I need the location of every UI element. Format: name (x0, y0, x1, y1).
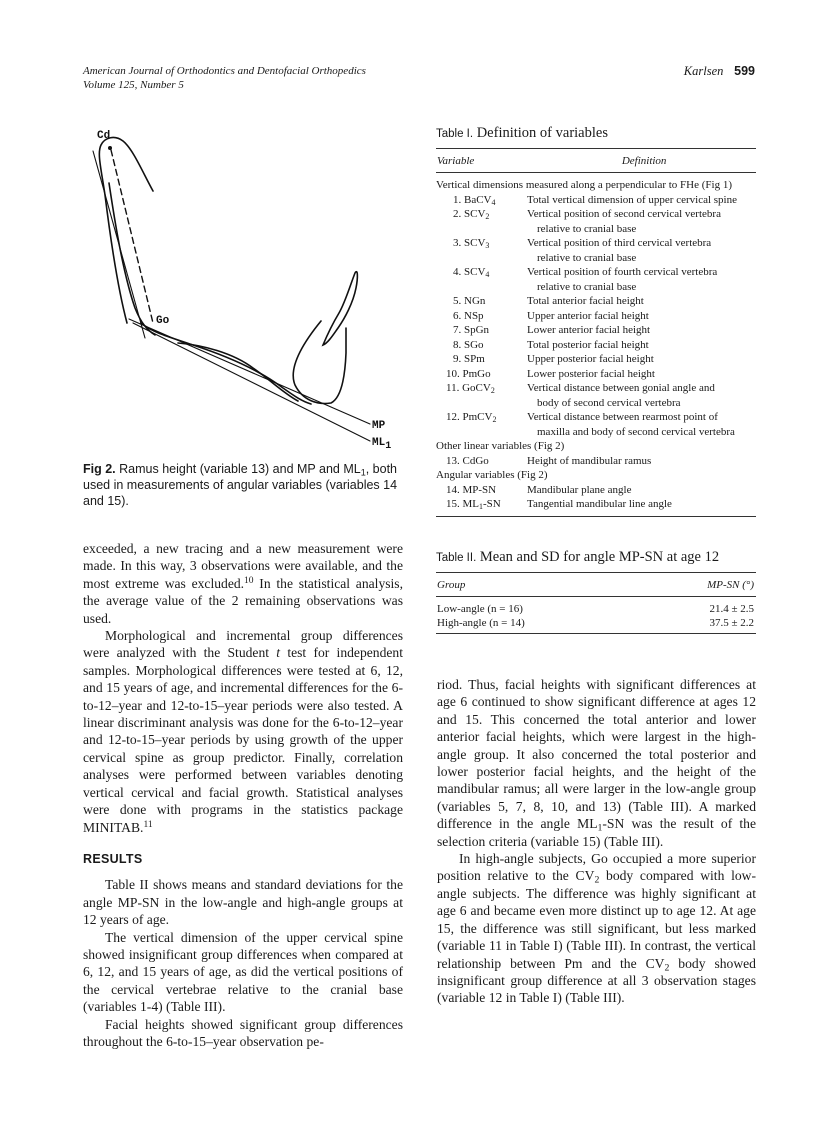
paragraph: Table II shows means and standard deviations for the angle MP-SN in the low-angle and high-angle groups at 12 years of age. (83, 877, 403, 928)
variable-cell: 15. $ML_1-SN$ (446, 498, 501, 511)
table-row (436, 410, 756, 439)
table-row (436, 193, 756, 208)
variable-cell: 2. $SCV_2$ (453, 208, 490, 221)
definition-cell: Vertical distance between gonial angle and body of second cervical vertebra (527, 382, 715, 409)
cd-label: Cd (97, 130, 111, 142)
mandible-lower-border-2 (178, 343, 298, 401)
ramus-tangent-line (93, 151, 145, 338)
table-row: High-angle (n = 14) 37.5 ± 2.2 (437, 617, 754, 629)
figure-caption: Fig 2. Ramus height (variable 13) and MP and $ML_1$, both used in measurements of angular variables (variables 14 and 15). (83, 462, 398, 508)
ramus-outline (99, 138, 153, 323)
table-rule (436, 516, 756, 517)
variable-cell: 6. NSp (453, 309, 484, 322)
definition-cell: Upper anterior facial height (527, 309, 649, 322)
variable-cell: 4. $SCV_4$ (453, 266, 490, 279)
page-number: 599 (734, 64, 755, 78)
journal-title: American Journal of Orthodontics and Dentofacial Orthopedics (83, 65, 366, 77)
paragraph: In high-angle subjects, Go occupied a more superior position relative to the $CV_2$ body compared with low-angle subjects. The difference was highly significant at age 6 and became even more distinct up to age 12. At age 15, the difference was still significant, but less marked (variable 11 in Table I) (Table III). In contrast, the vertical relationship between Pm and the $CV_2$ body showed insignificant group difference at all 3 observation stages (variable 12 in Table I) (Table III). (437, 851, 756, 1006)
section-heading-results: RESULTS (83, 851, 143, 866)
ml1-label: ML1 (372, 437, 392, 452)
variable-cell: 3. $SCV_3$ (453, 237, 490, 250)
table-1-title: Table I. Definition of variables (436, 125, 608, 141)
table-row (436, 207, 756, 236)
definition-cell: Vertical position of third cervical vertebra relative to cranial base (527, 237, 712, 264)
table-1-header (436, 149, 756, 172)
variable-cell: 8. SGo (453, 338, 484, 351)
table-row (436, 236, 756, 265)
table-2-header (436, 573, 756, 596)
paragraph: Morphological and incremental group differences were analyzed with the Student t test for independent samples. Morphological differences were tested at 6, 12, and 15 years of age, and incremental differences for the 6-to-12–year and 12-to-15–year periods were also tested. A linear discriminant analysis was done for the 6-to-12–year and 12-to-15–year periods by using growth of the upper cervical spine as group predictor. Finally, correlation analyses were performed between variables denoting vertical cervical and facial growth. Statistical analyses were done with programs in the statistics package MINITAB.$^{11}$ (83, 628, 403, 835)
definition-cell: Total vertical dimension of upper cervical spine (527, 193, 737, 206)
table-section-heading: Vertical dimensions measured along a perpendicular to FHe (Fig 1) (436, 179, 733, 191)
definition-cell: Vertical position of fourth cervical vertebra relative to cranial base (527, 266, 718, 293)
author-name: Karlsen (683, 64, 724, 78)
table-2-title: Table II. Mean and SD for angle MP-SN at age 12 (436, 549, 720, 565)
figure-caption-label: Fig 2. (83, 462, 116, 476)
body-column-right (437, 676, 756, 1007)
table-section-heading: Angular variables (Fig 2) (436, 469, 548, 481)
definition-cell: Mandibular plane angle (527, 483, 632, 496)
journal-volume: Volume 125, Number 5 (83, 79, 184, 91)
ramus-tracing-diagram (83, 123, 413, 458)
body-column-left (83, 540, 403, 1050)
table-row (436, 497, 756, 512)
figure-caption-text: Ramus height (variable 13) and MP and ML (119, 462, 361, 476)
table-1 (436, 124, 756, 517)
variable-cell: 1. BaCV$_4$ (453, 193, 496, 207)
table-2 (436, 548, 756, 634)
table-row (436, 352, 756, 367)
paragraph: riod. Thus, facial heights with significant differences at age 6 continued to show significant difference at ages 12 and 15. This concerned the total anterior and lower anterior facial heights, which were largest in the high-angle group. It also concerned the total posterior and lower posterior facial heights, and the height of the mandibular ramus; all were larger in the low-angle group (variables 5, 7, 8, 10, and 13) (Table III). A marked difference in the angle $ML_1-SN$ was the result of the selection criteria (variable 15) (Table III). (437, 677, 756, 849)
header-group: Group (437, 579, 466, 591)
definition-cell: Vertical position of second cervical vertebra relative to cranial base (527, 208, 721, 235)
table-section-heading: Other linear variables (Fig 2) (436, 440, 565, 452)
header-definition: Definition (621, 155, 667, 167)
variable-cell: 10. PmGo (446, 367, 491, 380)
definition-cell: Lower anterior facial height (527, 324, 651, 336)
paragraph: exceeded, a new tracing and a new measurement were made. In this way, 3 observations were available, and the most extreme was excluded.$^{10}$ In the statistical analysis, the average value of the 2 remaining observations was used. (83, 541, 403, 626)
go-label: Go (156, 315, 170, 327)
definition-cell: Height of mandibular ramus (527, 454, 652, 467)
ml1-line (133, 323, 370, 441)
definition-cell: Total anterior facial height (527, 295, 644, 307)
table-1-body (436, 173, 756, 516)
definition-cell: Vertical distance between rearmost point of maxilla and body of second cervical vertebra (527, 411, 735, 438)
mp-label: MP (372, 420, 386, 432)
variable-cell: 13. CdGo (446, 454, 489, 467)
table-row (436, 323, 756, 338)
table-row (436, 265, 756, 294)
variable-cell: 11. GoCV$_2$ (446, 382, 495, 395)
definition-cell: Total posterior facial height (527, 338, 649, 351)
table-row: Low-angle (n = 16) 21.4 ± 2.5 (437, 603, 754, 615)
definition-cell: Lower posterior facial height (527, 367, 655, 380)
incisor-crown (293, 321, 346, 403)
table-row (436, 309, 756, 324)
variable-cell: 7. SpGn (453, 324, 490, 336)
running-head (83, 64, 755, 92)
definition-cell: Tangential mandibular line angle (527, 498, 672, 510)
table-row (436, 367, 756, 382)
table-row (436, 454, 756, 469)
header-mp-sn: MP-SN (°) (707, 579, 754, 591)
variable-cell: 9. SPm (453, 353, 485, 365)
variable-cell: 14. MP-SN (446, 483, 497, 496)
definition-cell: Upper posterior facial height (527, 353, 654, 365)
table-2-body (436, 597, 756, 633)
variable-cell: 5. NGn (453, 295, 486, 307)
paragraph: Facial heights showed significant group differences throughout the 6-to-15–year observation pe- (83, 1016, 403, 1049)
table-row (436, 483, 756, 498)
cd-point (108, 146, 112, 150)
figure-2 (83, 123, 413, 458)
incisor-root (323, 272, 357, 345)
ramus-posterior-border (109, 183, 155, 335)
table-rule (436, 633, 756, 634)
page-header-right (684, 64, 755, 79)
table-row (436, 338, 756, 353)
variable-cell: 12. PmCV$_2$ (446, 411, 497, 424)
table-row (436, 294, 756, 309)
paragraph: The vertical dimension of the upper cervical spine showed insignificant group differences when compared at 6, 12, and 15 years of age, as did the vertical positions of the cervical vertebrae relative to the cranial base (variables 1-4) (Table III). (83, 929, 403, 1015)
table-row (436, 381, 756, 410)
header-variable: Variable (437, 155, 475, 167)
